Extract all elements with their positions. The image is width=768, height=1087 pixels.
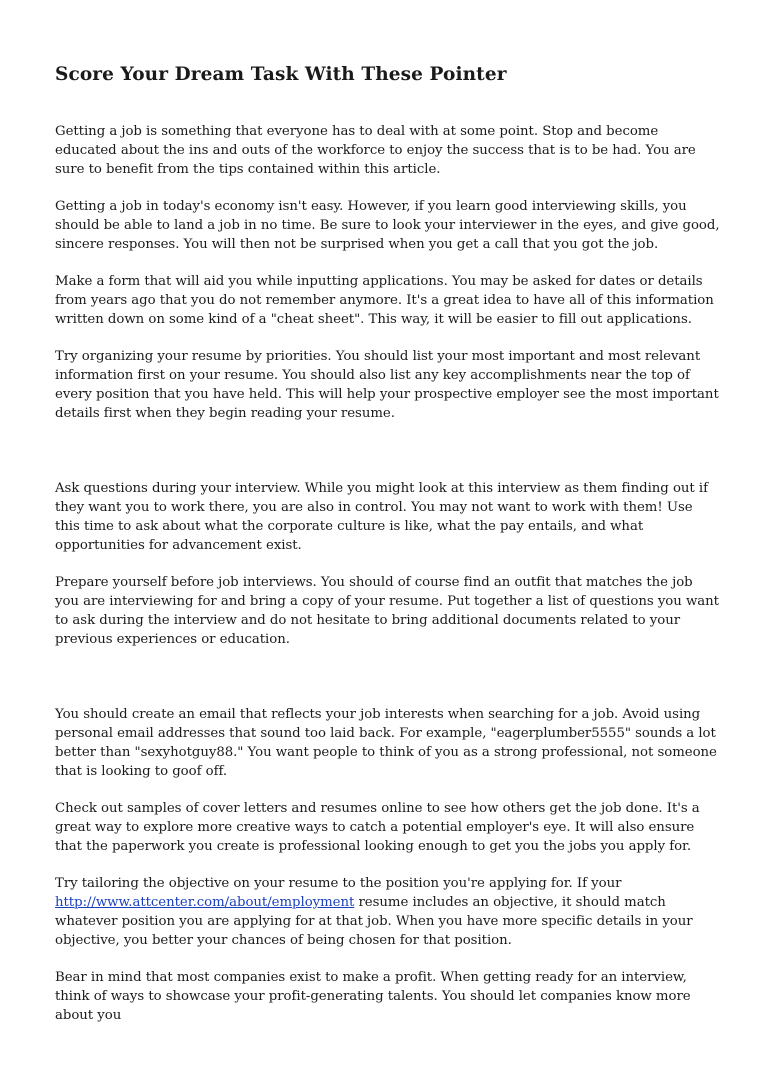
tailoring-text-before: Try tailoring the objective on your resume to the position you're applying for. If your xyxy=(55,876,622,891)
tailoring-text-after: resume includes an objective, it should match whatever position you are applying for at that job. When you have more specific details in your objective, you better your chances of being chosen for that position. xyxy=(55,895,693,948)
paragraph-economy: Getting a job in today's economy isn't easy. However, if you learn good interviewing skills, you should be able to land a job in no time. Be sure to look your interviewer in the eyes, and give good, sincere responses. You will then not be surprised when you get a call that you got the job. xyxy=(55,199,720,252)
document-title: Score Your Dream Task With These Pointer xyxy=(55,64,507,85)
paragraph-profit: Bear in mind that most companies exist to make a profit. When getting ready for an interview, think of ways to showcase your profit-generating talents. You should let companies know more about you xyxy=(55,970,691,1023)
paragraph-form: Make a form that will aid you while inputting applications. You may be asked for dates or details from years ago that you do not remember anymore. It's a great idea to have all of this information written down on some kind of a "cheat sheet". This way, it will be easier to fill out applications. xyxy=(55,274,714,327)
paragraph-prepare: Prepare yourself before job interviews. You should of course find an outfit that matches the job you are interviewing for and bring a copy of your resume. Put together a list of questions you want to ask during the interview and do not hesitate to bring additional documents related to your previous experiences or education. xyxy=(55,575,719,647)
paragraph-resume-priorities: Try organizing your resume by priorities. You should list your most important and most relevant information first on your resume. You should also list any key accomplishments near the top of every position that you have held. This will help your prospective employer see the most important details first when they begin reading your resume. xyxy=(55,349,719,421)
document-page xyxy=(55,0,720,1025)
paragraph-tailoring xyxy=(55,874,720,950)
employment-link[interactable]: http://www.attcenter.com/about/employment xyxy=(55,895,355,910)
paragraph-email: You should create an email that reflects your job interests when searching for a job. Avoid using personal email addresses that sound too laid back. For example, "eagerplumber5555" sounds a lot better than "sexyhotguy88." You want people to think of you as a strong professional, not someone that is looking to goof off. xyxy=(55,707,717,779)
paragraph-samples: Check out samples of cover letters and resumes online to see how others get the job done. It's a great way to explore more creative ways to catch a potential employer's eye. It will also ensure that the paperwork you create is professional looking enough to get you the jobs you apply for. xyxy=(55,801,700,854)
paragraph-ask-questions: Ask questions during your interview. While you might look at this interview as them finding out if they want you to work there, you are also in control. You may not want to work with them! Use this time to ask about what the corporate culture is like, what the pay entails, and what opportunities for advancement exist. xyxy=(55,481,708,553)
paragraph-intro: Getting a job is something that everyone has to deal with at some point. Stop and become educated about the ins and outs of the workforce to enjoy the success that is to be had. You are sure to benefit from the tips contained within this article. xyxy=(55,124,696,177)
